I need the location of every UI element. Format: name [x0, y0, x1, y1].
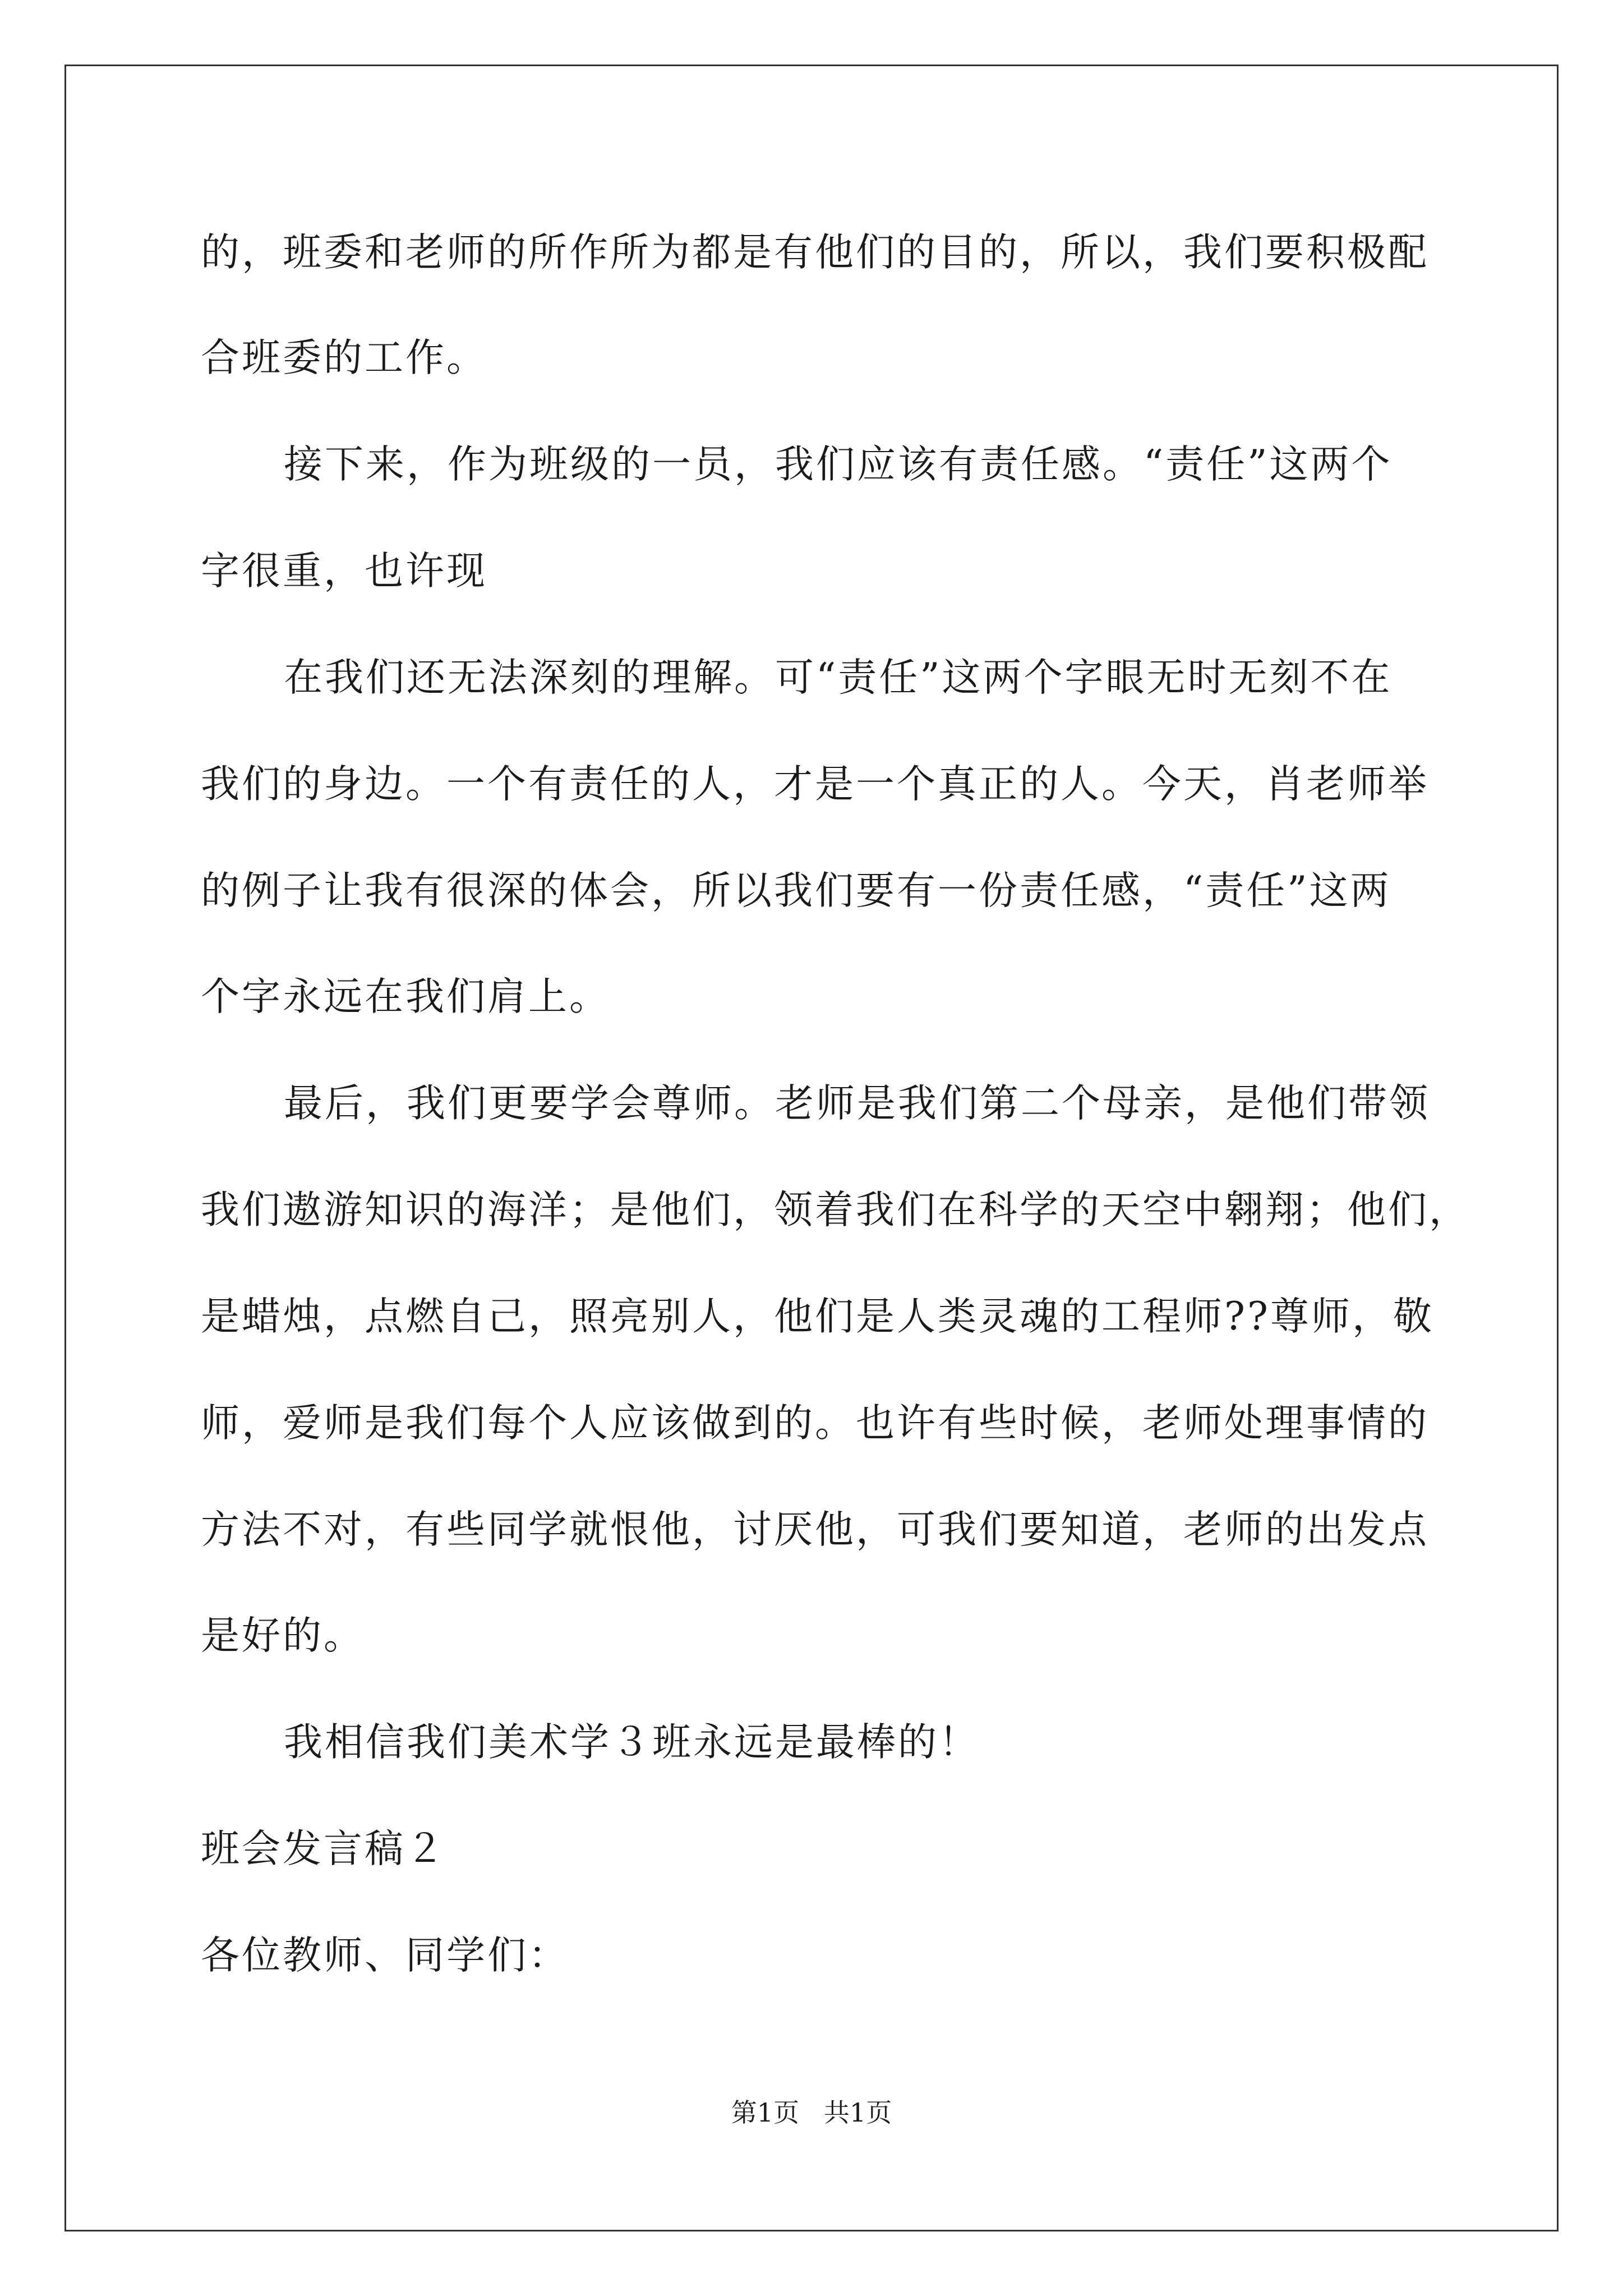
salutation: 各位教师、同学们： [201, 1933, 569, 1978]
text-line: 的，班委和老师的所作所为都是有他们的目的，所以，我们要积极配 [201, 230, 1429, 275]
text-line: 我们遨游知识的海洋；是他们，领着我们在科学的天空中翱翔；他们， [201, 1188, 1470, 1232]
text-line: 是好的。 [201, 1613, 365, 1658]
text-line: 的例子让我有很深的体会，所以我们要有一份责任感，“责任”这两 [201, 868, 1391, 913]
text-line: 接下来，作为班级的一员，我们应该有责任感。“责任”这两个 [284, 442, 1393, 487]
text-line: 最后，我们更要学会尊师。老师是我们第二个母亲，是他们带领 [284, 1081, 1430, 1126]
text-line: 字很重，也许现 [201, 549, 487, 593]
text-line: 个字永远在我们肩上。 [201, 974, 610, 1019]
text-line: 在我们还无法深刻的理解。可“责任”这两个字眼无时无刻不在 [284, 655, 1393, 700]
text-line: 方法不对，有些同学就恨他，讨厌他，可我们要知道，老师的出发点 [201, 1507, 1429, 1552]
text-line: 师，爱师是我们每个人应该做到的。也许有些时候，老师处理事情的 [201, 1401, 1429, 1446]
section-heading: 班会发言稿２ [201, 1826, 446, 1871]
page-number: 第1页 共1页 [731, 2097, 892, 2128]
text-line: 是蜡烛，点燃自己，照亮别人，他们是人类灵魂的工程师??尊师，敬 [201, 1294, 1434, 1339]
page-border [64, 65, 1559, 2231]
text-line: 我们的身边。一个有责任的人，才是一个真正的人。今天，肖老师举 [201, 762, 1429, 807]
text-line: 我相信我们美术学３班永远是最棒的！ [284, 1720, 980, 1765]
text-line: 合班委的工作。 [201, 335, 487, 380]
